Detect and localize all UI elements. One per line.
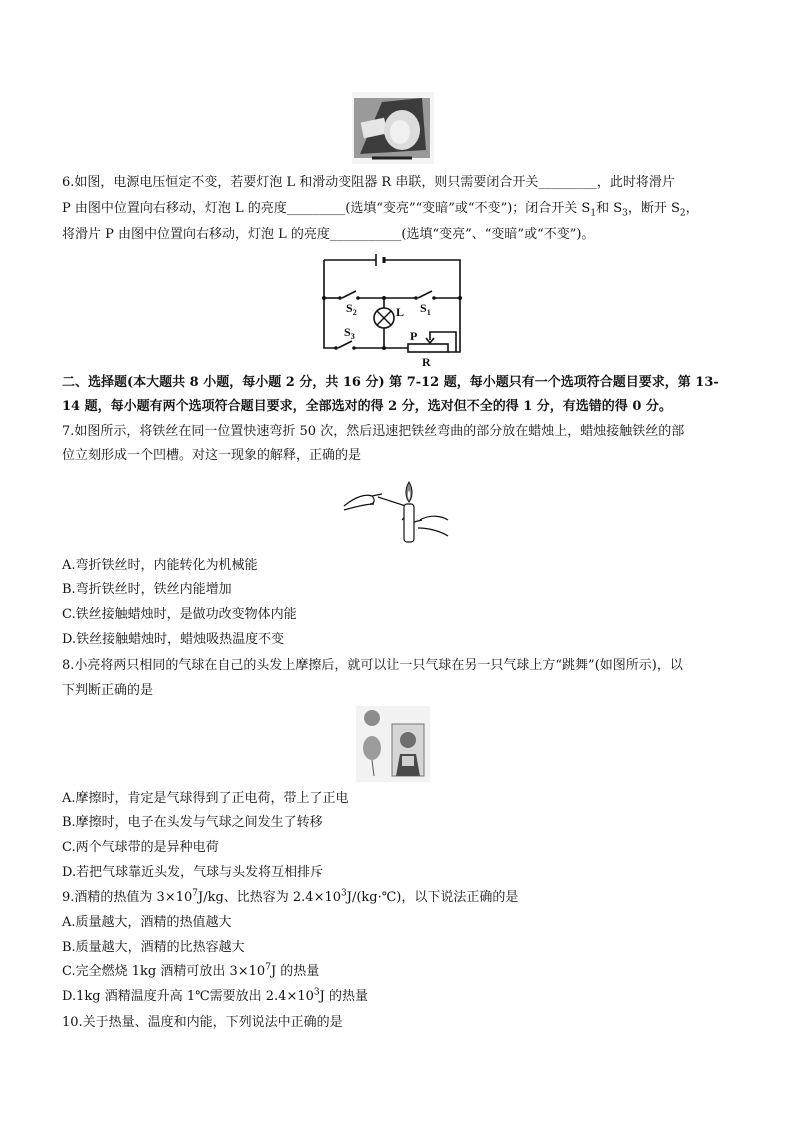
q9-option-d (62, 988, 754, 1006)
circuit-diagram (318, 252, 466, 368)
q9-option-d-a: D.1kg 酒精温度升高 1℃需要放出 2.4×10 (62, 989, 314, 1004)
q9-stem-b: J/kg、比热容为 2.4×10 (197, 890, 342, 905)
q6-line-3: 将滑片 P 由图中位置向右移动，灯泡 L 的亮度___________(选填“变亮”、“变暗”或“不变”)。 (62, 227, 595, 242)
q9-option-b: B.质量越大，酒精的比热容越大 (62, 940, 245, 955)
q10-stem: 10.关于热量、温度和内能，下列说法中正确的是 (62, 1015, 343, 1030)
q8-option-b: B.摩擦时，电子在头发与气球之间发生了转移 (62, 815, 323, 830)
q9-option-d-b: J 的热量 (319, 989, 368, 1004)
device-photo (352, 92, 434, 164)
label-s1: $S_1$ (420, 301, 431, 317)
q9-option-c-sup: 7 (265, 962, 271, 973)
q8-option-d: D.若把气球靠近头发，气球与头发将互相排斥 (62, 865, 324, 880)
label-s2: $S_2$ (346, 301, 357, 317)
q6-line-2 (62, 200, 754, 218)
q6-line-2-c: ，断开 S (627, 201, 680, 216)
label-lamp: L (396, 305, 405, 319)
q9-option-c-b: J 的热量 (270, 964, 320, 979)
q9-option-c (62, 963, 754, 981)
q6-sub-2: 2 (679, 208, 686, 219)
q7-option-a: A.弯折铁丝时，内能转化为机械能 (62, 558, 258, 573)
q6-line-2-b: 和 S (596, 201, 623, 216)
q9-option-d-sup: 3 (313, 987, 320, 998)
q6-line-2-d: ， (685, 201, 699, 216)
q7-option-c: C.铁丝接触蜡烛时，是做功改变物体内能 (62, 607, 297, 622)
q8-option-a: A.摩擦时，肯定是气球得到了正电荷，带上了正电 (62, 791, 349, 806)
q7-option-d: D.铁丝接触蜡烛时，蜡烛吸热温度不变 (62, 632, 285, 647)
q6-line-2-a: P 由图中位置向右移动，灯泡 L 的亮度_________(选填“变亮”“变暗”或“不变”)；闭合开关 S (62, 201, 591, 216)
q9-option-c-a: C.完全燃烧 1kg 酒精可放出 3×10 (62, 964, 266, 979)
balloon-photo (356, 706, 430, 782)
q9-stem-c: J/(kg·℃)，以下说法正确的是 (346, 890, 519, 905)
q9-option-a: A.质量越大，酒精的热值越大 (62, 915, 232, 930)
section-2-heading-line-2: 14 题，每小题有两个选项符合题目要求，全部选对的得 2 分，选对但不全的得 1 分，有选错的得 0 分。 (62, 399, 672, 414)
label-resistor: R (422, 355, 431, 368)
q6-sub-3: 3 (622, 208, 628, 219)
q7-line-2: 位立刻形成一个凹槽。对这一现象的解释，正确的是 (62, 448, 362, 463)
q9-stem-a: 9.酒精的热值为 3×10 (62, 890, 193, 905)
q9-stem-sup-1: 7 (192, 888, 198, 899)
label-s3: $S_3$ (344, 325, 355, 341)
q9-stem (62, 889, 754, 907)
label-slider: P (410, 329, 418, 343)
q6-line-1: 6.如图，电源电压恒定不变，若要灯泡 L 和滑动变阻器 R 串联，则只需要闭合开关_________，此时将滑片 (62, 175, 675, 190)
q8-line-2: 下判断正确的是 (62, 683, 154, 698)
candle-wire-figure (342, 476, 452, 546)
q7-line-1: 7.如图所示，将铁丝在同一位置快速弯折 50 次，然后迅速把铁丝弯曲的部分放在蜡烛上，蜡烛接触铁丝的部 (62, 424, 685, 439)
lamp-symbol (374, 308, 394, 328)
section-2-heading-line-1: 二、选择题(本大题共 8 小题，每小题 2 分，共 16 分) 第 7-12 题，每小题只有一个选项符合题目要求，第 13- (62, 375, 719, 390)
q8-option-c: C.两个气球带的是异种电荷 (62, 840, 219, 855)
q7-option-b: B.弯折铁丝时，铁丝内能增加 (62, 582, 232, 597)
q9-stem-sup-2: 3 (341, 888, 347, 899)
q8-line-1: 8.小亮将两只相同的气球在自己的头发上摩擦后，就可以让一只气球在另一只气球上方“跳舞”(如图所示)，以 (62, 658, 683, 673)
q6-sub-1: 1 (590, 208, 597, 219)
